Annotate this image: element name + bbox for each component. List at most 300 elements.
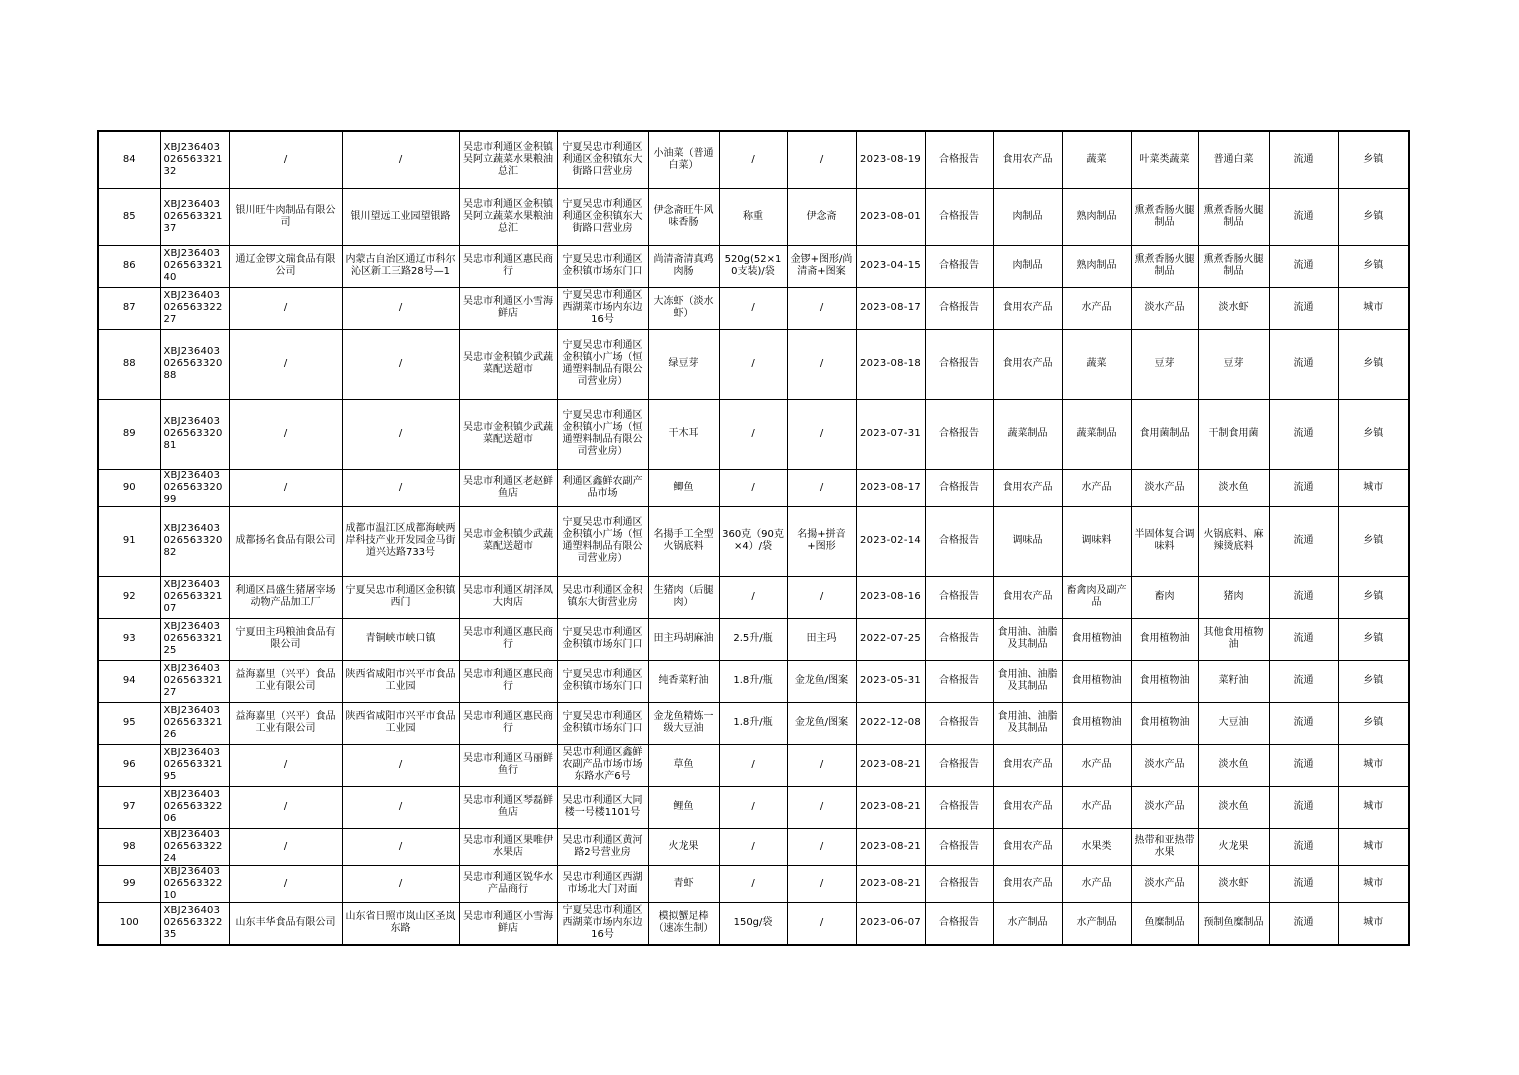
cell-seller: 吴忠市利通区马丽鲜鱼行 (459, 744, 557, 786)
cell-producer: / (229, 287, 342, 329)
cell-no: 96 (98, 744, 160, 786)
cell-producer: / (229, 329, 342, 399)
cell-seller-address: 宁夏吴忠市利通区金积镇小广场（恒通塑料制品有限公司营业房） (557, 399, 648, 469)
table-row (98, 660, 1409, 702)
cell-product: 鲫鱼 (648, 469, 719, 506)
cell-seller: 吴忠市利通区老赵鲜鱼店 (459, 469, 557, 506)
cell-brand: / (787, 902, 856, 945)
table-row (98, 131, 1409, 188)
cell-brand: / (787, 399, 856, 469)
cell-production-date: 2023-02-14 (856, 506, 925, 576)
cell-area: 城市 (1338, 902, 1409, 945)
cell-seller-address: 利通区鑫鲜农副产品市场 (557, 469, 648, 506)
cell-category-3: 淡水产品 (1131, 744, 1198, 786)
cell-category-4: 淡水鱼 (1198, 786, 1269, 828)
table-row (98, 786, 1409, 828)
cell-product: 田主玛胡麻油 (648, 618, 719, 660)
cell-category-3: 淡水产品 (1131, 865, 1198, 902)
cell-no: 84 (98, 131, 160, 188)
cell-seller: 吴忠市利通区小雪海鲜店 (459, 902, 557, 945)
cell-seller: 吴忠市利通区胡泽凤大肉店 (459, 576, 557, 618)
cell-link: 流通 (1269, 287, 1338, 329)
table-row (98, 469, 1409, 506)
cell-link: 流通 (1269, 702, 1338, 744)
cell-no: 92 (98, 576, 160, 618)
cell-category-3: 食用植物油 (1131, 618, 1198, 660)
cell-area: 城市 (1338, 469, 1409, 506)
cell-link: 流通 (1269, 618, 1338, 660)
cell-product: 火龙果 (648, 828, 719, 865)
cell-spec: 2.5升/瓶 (719, 618, 787, 660)
cell-seller-address: 吴忠市利通区西湖市场北大门对面 (557, 865, 648, 902)
cell-spec: 1.8升/瓶 (719, 660, 787, 702)
cell-producer-address: 山东省日照市岚山区圣岚东路 (342, 902, 459, 945)
cell-sample-code: XBJ23640302656332227 (160, 287, 229, 329)
cell-producer: 山东丰华食品有限公司 (229, 902, 342, 945)
cell-spec: / (719, 786, 787, 828)
sampling-results-table (97, 130, 1410, 946)
cell-producer: 通辽金锣文瑞食品有限公司 (229, 245, 342, 287)
cell-seller-address: 宁夏吴忠市利通区金积镇市场东门口 (557, 245, 648, 287)
cell-result: 合格报告 (925, 131, 993, 188)
cell-product: 大冻虾（淡水虾） (648, 287, 719, 329)
cell-category-1: 食用农产品 (993, 576, 1062, 618)
cell-category-4: 其他食用植物油 (1198, 618, 1269, 660)
cell-area: 城市 (1338, 744, 1409, 786)
cell-spec: 360克（90克×4）/袋 (719, 506, 787, 576)
cell-spec: / (719, 828, 787, 865)
cell-sample-code: XBJ23640302656332107 (160, 576, 229, 618)
cell-producer: 银川旺牛肉制品有限公司 (229, 188, 342, 245)
cell-no: 89 (98, 399, 160, 469)
cell-category-1: 食用农产品 (993, 469, 1062, 506)
cell-category-2: 蔬菜 (1062, 329, 1131, 399)
cell-spec: 1.8升/瓶 (719, 702, 787, 744)
cell-link: 流通 (1269, 865, 1338, 902)
cell-category-4: 淡水鱼 (1198, 744, 1269, 786)
table-row (98, 865, 1409, 902)
cell-category-1: 食用油、油脂及其制品 (993, 660, 1062, 702)
cell-result: 合格报告 (925, 702, 993, 744)
cell-category-2: 水果类 (1062, 828, 1131, 865)
cell-no: 86 (98, 245, 160, 287)
table-row (98, 744, 1409, 786)
cell-category-4: 淡水虾 (1198, 287, 1269, 329)
cell-producer-address: / (342, 744, 459, 786)
cell-category-2: 食用植物油 (1062, 660, 1131, 702)
cell-producer-address: / (342, 865, 459, 902)
table-row (98, 329, 1409, 399)
cell-producer-address: / (342, 786, 459, 828)
cell-product: 青虾 (648, 865, 719, 902)
cell-category-2: 食用植物油 (1062, 618, 1131, 660)
cell-no: 94 (98, 660, 160, 702)
cell-category-4: 豆芽 (1198, 329, 1269, 399)
cell-category-3: 熏煮香肠火腿制品 (1131, 245, 1198, 287)
cell-producer: 益海嘉里（兴平）食品工业有限公司 (229, 660, 342, 702)
cell-seller: 吴忠市利通区金积镇吴阿立蔬菜水果粮油总汇 (459, 188, 557, 245)
cell-no: 93 (98, 618, 160, 660)
cell-result: 合格报告 (925, 245, 993, 287)
cell-category-3: 半固体复合调味料 (1131, 506, 1198, 576)
cell-sample-code: XBJ23640302656332126 (160, 702, 229, 744)
cell-category-1: 调味品 (993, 506, 1062, 576)
cell-seller: 吴忠市金积镇少武蔬菜配送超市 (459, 399, 557, 469)
cell-production-date: 2023-08-21 (856, 744, 925, 786)
cell-area: 乡镇 (1338, 329, 1409, 399)
cell-seller: 吴忠市利通区惠民商行 (459, 702, 557, 744)
cell-producer-address: / (342, 469, 459, 506)
cell-link: 流通 (1269, 329, 1338, 399)
cell-category-1: 肉制品 (993, 188, 1062, 245)
cell-link: 流通 (1269, 576, 1338, 618)
cell-product: 鲤鱼 (648, 786, 719, 828)
cell-category-1: 水产制品 (993, 902, 1062, 945)
cell-product: 名揚手工全型火锅底料 (648, 506, 719, 576)
cell-category-2: 水产品 (1062, 786, 1131, 828)
cell-category-3: 食用菌制品 (1131, 399, 1198, 469)
table-row (98, 399, 1409, 469)
cell-seller: 吴忠市金积镇少武蔬菜配送超市 (459, 329, 557, 399)
cell-sample-code: XBJ23640302656332195 (160, 744, 229, 786)
cell-seller: 吴忠市金积镇少武蔬菜配送超市 (459, 506, 557, 576)
cell-spec: / (719, 131, 787, 188)
cell-producer: 利通区昌盛生猪屠宰场 动物产品加工厂 (229, 576, 342, 618)
cell-brand: 金龙鱼/图案 (787, 702, 856, 744)
cell-sample-code: XBJ23640302656332235 (160, 902, 229, 945)
cell-brand: 金龙鱼/图案 (787, 660, 856, 702)
cell-area: 乡镇 (1338, 399, 1409, 469)
cell-category-1: 食用农产品 (993, 786, 1062, 828)
cell-brand: 金锣+图形/尚清斋+图案 (787, 245, 856, 287)
cell-production-date: 2023-05-31 (856, 660, 925, 702)
cell-area: 城市 (1338, 287, 1409, 329)
cell-production-date: 2023-08-21 (856, 865, 925, 902)
cell-result: 合格报告 (925, 287, 993, 329)
cell-category-2: 蔬菜制品 (1062, 399, 1131, 469)
cell-category-3: 淡水产品 (1131, 469, 1198, 506)
cell-sample-code: XBJ23640302656332206 (160, 786, 229, 828)
cell-link: 流通 (1269, 188, 1338, 245)
cell-spec: / (719, 399, 787, 469)
cell-producer: / (229, 399, 342, 469)
cell-no: 91 (98, 506, 160, 576)
cell-producer: 宁夏田主玛粮油食品有限公司 (229, 618, 342, 660)
cell-link: 流通 (1269, 506, 1338, 576)
cell-brand: 伊念斋 (787, 188, 856, 245)
cell-result: 合格报告 (925, 786, 993, 828)
cell-category-4: 预制鱼糜制品 (1198, 902, 1269, 945)
cell-result: 合格报告 (925, 865, 993, 902)
cell-producer-address: 陕西省咸阳市兴平市食品工业园 (342, 702, 459, 744)
cell-brand: 名揚+拼音+图形 (787, 506, 856, 576)
cell-no: 87 (98, 287, 160, 329)
cell-category-3: 食用植物油 (1131, 702, 1198, 744)
cell-seller: 吴忠市利通区金积镇吴阿立蔬菜水果粮油总汇 (459, 131, 557, 188)
cell-seller-address: 宁夏吴忠市利通区利通区金积镇东大街路口营业房 (557, 188, 648, 245)
cell-category-3: 畜肉 (1131, 576, 1198, 618)
cell-product: 纯香菜籽油 (648, 660, 719, 702)
cell-category-1: 蔬菜制品 (993, 399, 1062, 469)
cell-brand: / (787, 287, 856, 329)
cell-category-1: 肉制品 (993, 245, 1062, 287)
cell-link: 流通 (1269, 786, 1338, 828)
cell-producer: / (229, 786, 342, 828)
cell-category-3: 豆芽 (1131, 329, 1198, 399)
cell-production-date: 2022-07-25 (856, 618, 925, 660)
cell-spec: / (719, 287, 787, 329)
cell-sample-code: XBJ23640302656332140 (160, 245, 229, 287)
cell-spec: / (719, 576, 787, 618)
cell-sample-code: XBJ23640302656332099 (160, 469, 229, 506)
cell-spec: / (719, 865, 787, 902)
cell-seller-address: 吴忠市利通区黄河路2号营业房 (557, 828, 648, 865)
cell-spec: 520g(52×10支装)/袋 (719, 245, 787, 287)
cell-category-2: 水产制品 (1062, 902, 1131, 945)
cell-category-2: 水产品 (1062, 865, 1131, 902)
cell-seller-address: 宁夏吴忠市利通区金积镇市场东门口 (557, 660, 648, 702)
cell-no: 99 (98, 865, 160, 902)
cell-result: 合格报告 (925, 828, 993, 865)
cell-category-2: 蔬菜 (1062, 131, 1131, 188)
cell-category-1: 食用农产品 (993, 131, 1062, 188)
cell-link: 流通 (1269, 902, 1338, 945)
cell-sample-code: XBJ23640302656332127 (160, 660, 229, 702)
cell-producer-address: 内蒙古自治区通辽市科尔沁区新工三路28号—1 (342, 245, 459, 287)
table-row (98, 828, 1409, 865)
cell-sample-code: XBJ23640302656332137 (160, 188, 229, 245)
cell-producer-address: 成都市温江区成都海峡两岸科技产业开发园金马街道兴达路733号 (342, 506, 459, 576)
cell-seller-address: 宁夏吴忠市利通区金积镇小广场（恒通塑料制品有限公司营业房） (557, 329, 648, 399)
cell-production-date: 2023-08-01 (856, 188, 925, 245)
cell-no: 98 (98, 828, 160, 865)
cell-producer-address: / (342, 131, 459, 188)
cell-producer-address: / (342, 399, 459, 469)
cell-category-3: 叶菜类蔬菜 (1131, 131, 1198, 188)
cell-spec: / (719, 329, 787, 399)
cell-brand: / (787, 131, 856, 188)
table-row (98, 702, 1409, 744)
cell-area: 城市 (1338, 828, 1409, 865)
cell-sample-code: XBJ23640302656332132 (160, 131, 229, 188)
cell-producer: / (229, 828, 342, 865)
cell-product: 绿豆芽 (648, 329, 719, 399)
cell-producer-address: / (342, 828, 459, 865)
cell-area: 乡镇 (1338, 618, 1409, 660)
cell-product: 尚清斋清真鸡肉肠 (648, 245, 719, 287)
cell-area: 乡镇 (1338, 506, 1409, 576)
cell-product: 干木耳 (648, 399, 719, 469)
cell-no: 95 (98, 702, 160, 744)
cell-product: 金龙鱼精炼一级大豆油 (648, 702, 719, 744)
cell-product: 生猪肉（后腿肉） (648, 576, 719, 618)
cell-category-4: 淡水鱼 (1198, 469, 1269, 506)
cell-category-4: 大豆油 (1198, 702, 1269, 744)
cell-production-date: 2023-08-21 (856, 786, 925, 828)
cell-product: 小油菜（普通白菜） (648, 131, 719, 188)
cell-category-1: 食用农产品 (993, 828, 1062, 865)
cell-category-3: 鱼糜制品 (1131, 902, 1198, 945)
cell-seller: 吴忠市利通区惠民商行 (459, 245, 557, 287)
cell-production-date: 2023-04-15 (856, 245, 925, 287)
cell-seller-address: 吴忠市利通区鑫鲜农副产品市场市场东路水产6号 (557, 744, 648, 786)
cell-producer-address: 宁夏吴忠市利通区金积镇 西门 (342, 576, 459, 618)
cell-producer: 益海嘉里（兴平）食品工业有限公司 (229, 702, 342, 744)
cell-result: 合格报告 (925, 399, 993, 469)
cell-brand: / (787, 576, 856, 618)
cell-category-1: 食用油、油脂及其制品 (993, 618, 1062, 660)
cell-brand: 田主玛 (787, 618, 856, 660)
cell-seller-address: 吴忠市利通区金积镇东大街营业房 (557, 576, 648, 618)
cell-category-2: 熟肉制品 (1062, 188, 1131, 245)
cell-area: 城市 (1338, 786, 1409, 828)
cell-sample-code: XBJ23640302656332082 (160, 506, 229, 576)
cell-category-4: 菜籽油 (1198, 660, 1269, 702)
cell-category-2: 调味料 (1062, 506, 1131, 576)
cell-link: 流通 (1269, 828, 1338, 865)
cell-seller: 吴忠市利通区果唯伊水果店 (459, 828, 557, 865)
cell-seller: 吴忠市利通区惠民商行 (459, 618, 557, 660)
table-row (98, 287, 1409, 329)
cell-category-4: 熏煮香肠火腿制品 (1198, 188, 1269, 245)
cell-category-4: 猪肉 (1198, 576, 1269, 618)
cell-category-1: 食用农产品 (993, 744, 1062, 786)
cell-production-date: 2022-12-08 (856, 702, 925, 744)
cell-seller: 吴忠市利通区锐华水产品商行 (459, 865, 557, 902)
table-row (98, 506, 1409, 576)
cell-category-3: 食用植物油 (1131, 660, 1198, 702)
cell-category-2: 熟肉制品 (1062, 245, 1131, 287)
cell-link: 流通 (1269, 399, 1338, 469)
cell-category-2: 水产品 (1062, 469, 1131, 506)
cell-link: 流通 (1269, 131, 1338, 188)
cell-seller: 吴忠市利通区惠民商行 (459, 660, 557, 702)
cell-area: 乡镇 (1338, 131, 1409, 188)
table-row (98, 576, 1409, 618)
cell-producer-address: / (342, 329, 459, 399)
cell-category-4: 干制食用菌 (1198, 399, 1269, 469)
cell-result: 合格报告 (925, 576, 993, 618)
cell-area: 乡镇 (1338, 188, 1409, 245)
cell-category-4: 火锅底料、麻辣烫底料 (1198, 506, 1269, 576)
cell-sample-code: XBJ23640302656332224 (160, 828, 229, 865)
cell-seller-address: 吴忠市利通区大同楼一号楼1101号 (557, 786, 648, 828)
cell-brand: / (787, 329, 856, 399)
cell-seller-address: 宁夏吴忠市利通区利通区金积镇东大街路口营业房 (557, 131, 648, 188)
cell-spec: / (719, 744, 787, 786)
cell-sample-code: XBJ23640302656332210 (160, 865, 229, 902)
cell-category-1: 食用农产品 (993, 865, 1062, 902)
cell-area: 乡镇 (1338, 702, 1409, 744)
cell-category-3: 淡水产品 (1131, 287, 1198, 329)
cell-production-date: 2023-07-31 (856, 399, 925, 469)
cell-sample-code: XBJ23640302656332125 (160, 618, 229, 660)
cell-no: 100 (98, 902, 160, 945)
cell-producer: / (229, 865, 342, 902)
cell-link: 流通 (1269, 660, 1338, 702)
cell-category-1: 食用农产品 (993, 329, 1062, 399)
cell-seller-address: 宁夏吴忠市利通区西湖菜市场内东边16号 (557, 902, 648, 945)
cell-result: 合格报告 (925, 618, 993, 660)
cell-sample-code: XBJ23640302656332081 (160, 399, 229, 469)
cell-product: 模拟蟹足棒（速冻生制） (648, 902, 719, 945)
cell-producer-address: 青铜峡市峡口镇 (342, 618, 459, 660)
cell-spec: 150g/袋 (719, 902, 787, 945)
cell-brand: / (787, 469, 856, 506)
cell-brand: / (787, 744, 856, 786)
cell-no: 97 (98, 786, 160, 828)
cell-category-2: 畜禽肉及副产品 (1062, 576, 1131, 618)
cell-seller-address: 宁夏吴忠市利通区西湖菜市场内东边16号 (557, 287, 648, 329)
cell-category-2: 水产品 (1062, 287, 1131, 329)
cell-result: 合格报告 (925, 188, 993, 245)
cell-producer: / (229, 131, 342, 188)
cell-production-date: 2023-08-21 (856, 828, 925, 865)
cell-category-4: 熏煮香肠火腿制品 (1198, 245, 1269, 287)
cell-no: 85 (98, 188, 160, 245)
cell-producer: / (229, 469, 342, 506)
cell-link: 流通 (1269, 469, 1338, 506)
cell-category-2: 水产品 (1062, 744, 1131, 786)
cell-seller-address: 宁夏吴忠市利通区金积镇市场东门口 (557, 618, 648, 660)
cell-area: 乡镇 (1338, 576, 1409, 618)
cell-category-1: 食用油、油脂及其制品 (993, 702, 1062, 744)
cell-category-3: 熏煮香肠火腿制品 (1131, 188, 1198, 245)
cell-product: 伊念斋旺牛风味香肠 (648, 188, 719, 245)
cell-production-date: 2023-08-16 (856, 576, 925, 618)
cell-seller-address: 宁夏吴忠市利通区金积镇市场东门口 (557, 702, 648, 744)
cell-category-4: 火龙果 (1198, 828, 1269, 865)
table-row (98, 245, 1409, 287)
cell-no: 88 (98, 329, 160, 399)
cell-producer-address: 陕西省咸阳市兴平市食品工业园 (342, 660, 459, 702)
cell-category-3: 淡水产品 (1131, 786, 1198, 828)
cell-result: 合格报告 (925, 902, 993, 945)
cell-product: 草鱼 (648, 744, 719, 786)
cell-category-1: 食用农产品 (993, 287, 1062, 329)
cell-producer-address: 银川望远工业园望银路 (342, 188, 459, 245)
cell-result: 合格报告 (925, 506, 993, 576)
cell-spec: / (719, 469, 787, 506)
table-row (98, 618, 1409, 660)
cell-producer-address: / (342, 287, 459, 329)
table-row (98, 902, 1409, 945)
cell-category-4: 普通白菜 (1198, 131, 1269, 188)
cell-brand: / (787, 828, 856, 865)
cell-result: 合格报告 (925, 469, 993, 506)
cell-seller: 吴忠市利通区小雪海鲜店 (459, 287, 557, 329)
table-row (98, 188, 1409, 245)
cell-category-4: 淡水虾 (1198, 865, 1269, 902)
cell-brand: / (787, 786, 856, 828)
cell-result: 合格报告 (925, 744, 993, 786)
cell-link: 流通 (1269, 744, 1338, 786)
cell-seller-address: 宁夏吴忠市利通区金积镇小广场（恒通塑料制品有限公司营业房） (557, 506, 648, 576)
cell-production-date: 2023-08-18 (856, 329, 925, 399)
cell-link: 流通 (1269, 245, 1338, 287)
cell-category-3: 热带和亚热带水果 (1131, 828, 1198, 865)
cell-result: 合格报告 (925, 329, 993, 399)
cell-production-date: 2023-08-17 (856, 287, 925, 329)
cell-area: 城市 (1338, 865, 1409, 902)
cell-producer: / (229, 744, 342, 786)
cell-producer: 成都扬名食品有限公司 (229, 506, 342, 576)
cell-area: 乡镇 (1338, 660, 1409, 702)
cell-spec: 称重 (719, 188, 787, 245)
cell-area: 乡镇 (1338, 245, 1409, 287)
cell-no: 90 (98, 469, 160, 506)
cell-sample-code: XBJ23640302656332088 (160, 329, 229, 399)
